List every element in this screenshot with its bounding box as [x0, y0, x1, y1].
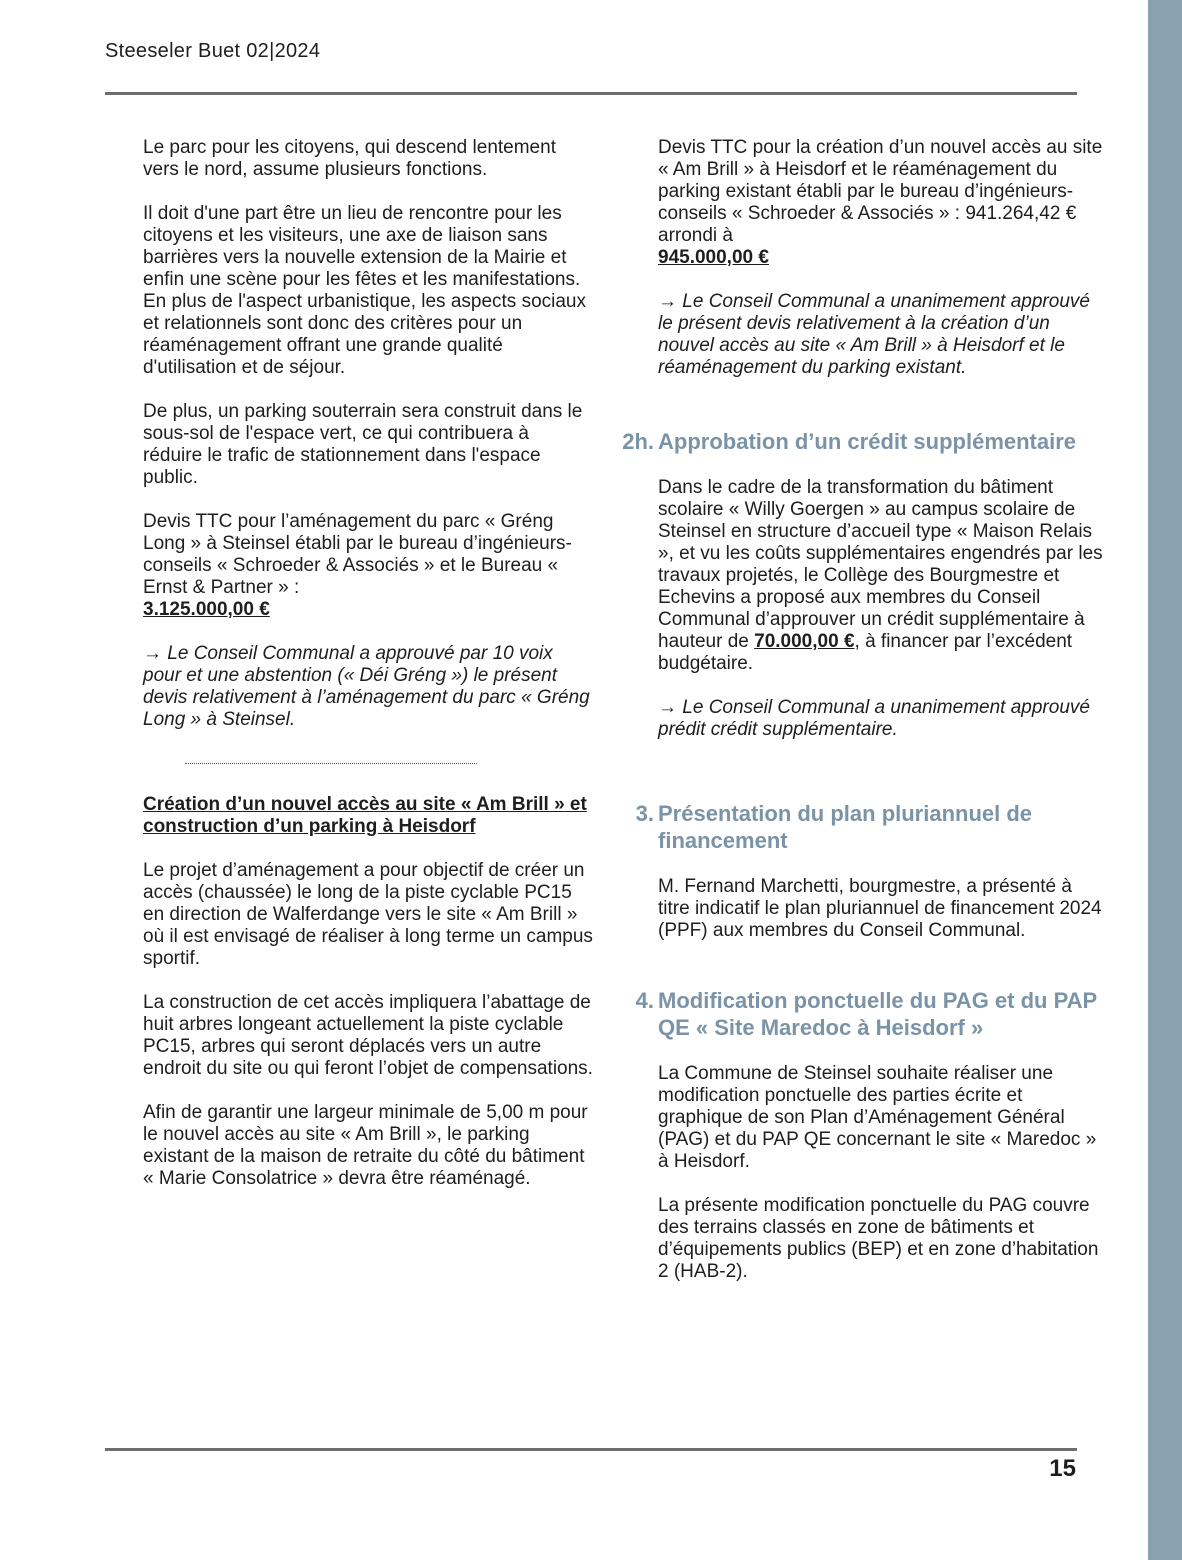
header-rule: [105, 92, 1077, 95]
section-title: Approbation d’un crédit supplémentaire: [658, 429, 1077, 454]
right-column: [622, 137, 1108, 1283]
section-heading-3: [618, 800, 1108, 854]
credit-amount: 70.000,00 €: [754, 631, 855, 652]
section-number: 4.: [635, 988, 654, 1013]
left-column: [143, 137, 593, 1190]
paragraph: Le projet d’aménagement a pour objectif de créer un accès (chaussée) le long de la piste cyclable PC15 en direction de Walferdange vers le site « Am Brill » où il est envisagé de réaliser à long terme un campus sportif.: [143, 860, 593, 969]
paragraph-text: Dans le cadre de la transformation du bâtiment scolaire « Willy Goergen » au campus scolaire de Steinsel en structure d’accueil type « Maison Relais », et vu les coûts supplémentaires engendrés par les travaux projetés, le Collège des Bourgmestre et Echevins a proposé aux membres du Conseil Communal d’approuver un crédit supplémentaire à hauteur de: [658, 477, 1103, 652]
paragraph: De plus, un parking souterrain sera construit dans le sous-sol de l'espace vert, ce qui contribuera à réduire le trafic de stationnement dans l'espace public.: [143, 401, 583, 488]
quote-paragraph: [143, 511, 593, 621]
paragraph: [658, 477, 1108, 675]
page-number: 15: [1049, 1455, 1076, 1482]
paragraph-text-end: , à financer par l’excédent budgétaire.: [658, 631, 1073, 674]
side-color-bar: [1148, 0, 1182, 1560]
section-heading-2h: [618, 428, 1108, 455]
quote-text: Devis TTC pour l’aménagement du parc « Gréng Long » à Steinsel établi par le bureau d’ingénieurs-conseils « Schroeder & Associés » et le Bureau « Ernst & Partner » :: [143, 511, 572, 598]
paragraph: Il doit d'une part être un lieu de rencontre pour les citoyens et les visiteurs, une axe de liaison sans barrières vers la nouvelle extension de la Mairie et enfin une scène pour les fêtes et les manifestations. En plus de l'aspect urbanistique, les aspects sociaux et relationnels sont donc des critères pour un réaménagement offrant une grande qualité d'utilisation et de séjour.: [143, 203, 586, 378]
council-decision: → Le Conseil Communal a approuvé par 10 voix pour et une abstention (« Déi Gréng ») le présent devis relativement à l’aménagement du parc « Gréng Long » à Steinsel.: [143, 643, 590, 730]
quote-amount: 945.000,00 €: [658, 247, 769, 268]
paragraph: Afin de garantir une largeur minimale de 5,00 m pour le nouvel accès au site « Am Brill », le parking existant de la maison de retraite du côté du bâtiment « Marie Consolatrice » devra être réaménagé.: [143, 1102, 588, 1189]
section-number: 3.: [635, 801, 654, 826]
paragraph: La construction de cet accès impliquera l’abattage de huit arbres longeant actuellement la piste cyclable PC15, arbres qui seront déplacés vers un autre endroit du site ou qui feront l’objet de compensations.: [143, 992, 593, 1079]
publication-title: Steeseler Buet 02|2024: [105, 40, 321, 62]
subheading: Création d’un nouvel accès au site « Am Brill » et construction d’un parking à Heisdorf: [143, 794, 587, 837]
council-decision: → Le Conseil Communal a unanimement approuvé le présent devis relativement à la création d’un nouvel accès au site « Am Brill » à Heisdorf et le réaménagement du parking existant.: [658, 291, 1090, 378]
quote-amount: 3.125.000,00 €: [143, 599, 270, 620]
quote-text: Devis TTC pour la création d’un nouvel accès au site « Am Brill » à Heisdorf et le réaménagement du parking existant établi par le bureau d’ingénieurs-conseils « Schroeder & Associés » : 941.264,42 € arrondi à: [658, 137, 1103, 246]
quote-paragraph: [658, 137, 1108, 269]
dotted-separator: [185, 759, 477, 764]
paragraph: M. Fernand Marchetti, bourgmestre, a présenté à titre indicatif le plan pluriannuel de financement 2024 (PPF) aux membres du Conseil Communal.: [658, 876, 1102, 941]
section-heading-4: [618, 987, 1108, 1041]
section-title: Modification ponctuelle du PAG et du PAP QE « Site Maredoc à Heisdorf »: [658, 988, 1097, 1040]
paragraph: La présente modification ponctuelle du PAG couvre des terrains classés en zone de bâtiments et d’équipements publics (BEP) et en zone d’habitation 2 (HAB-2).: [658, 1195, 1099, 1282]
paragraph: Le parc pour les citoyens, qui descend lentement vers le nord, assume plusieurs fonctions.: [143, 137, 556, 180]
section-title: Présentation du plan pluriannuel de financement: [658, 801, 1033, 853]
paragraph: La Commune de Steinsel souhaite réaliser une modification ponctuelle des parties écrite et graphique de son Plan d’Aménagement Général (PAG) et du PAP QE concernant le site « Maredoc » à Heisdorf.: [658, 1063, 1097, 1172]
council-decision: → Le Conseil Communal a unanimement approuvé prédit crédit supplémentaire.: [658, 697, 1090, 740]
footer-rule: [105, 1448, 1077, 1451]
section-number: 2h.: [622, 429, 654, 454]
